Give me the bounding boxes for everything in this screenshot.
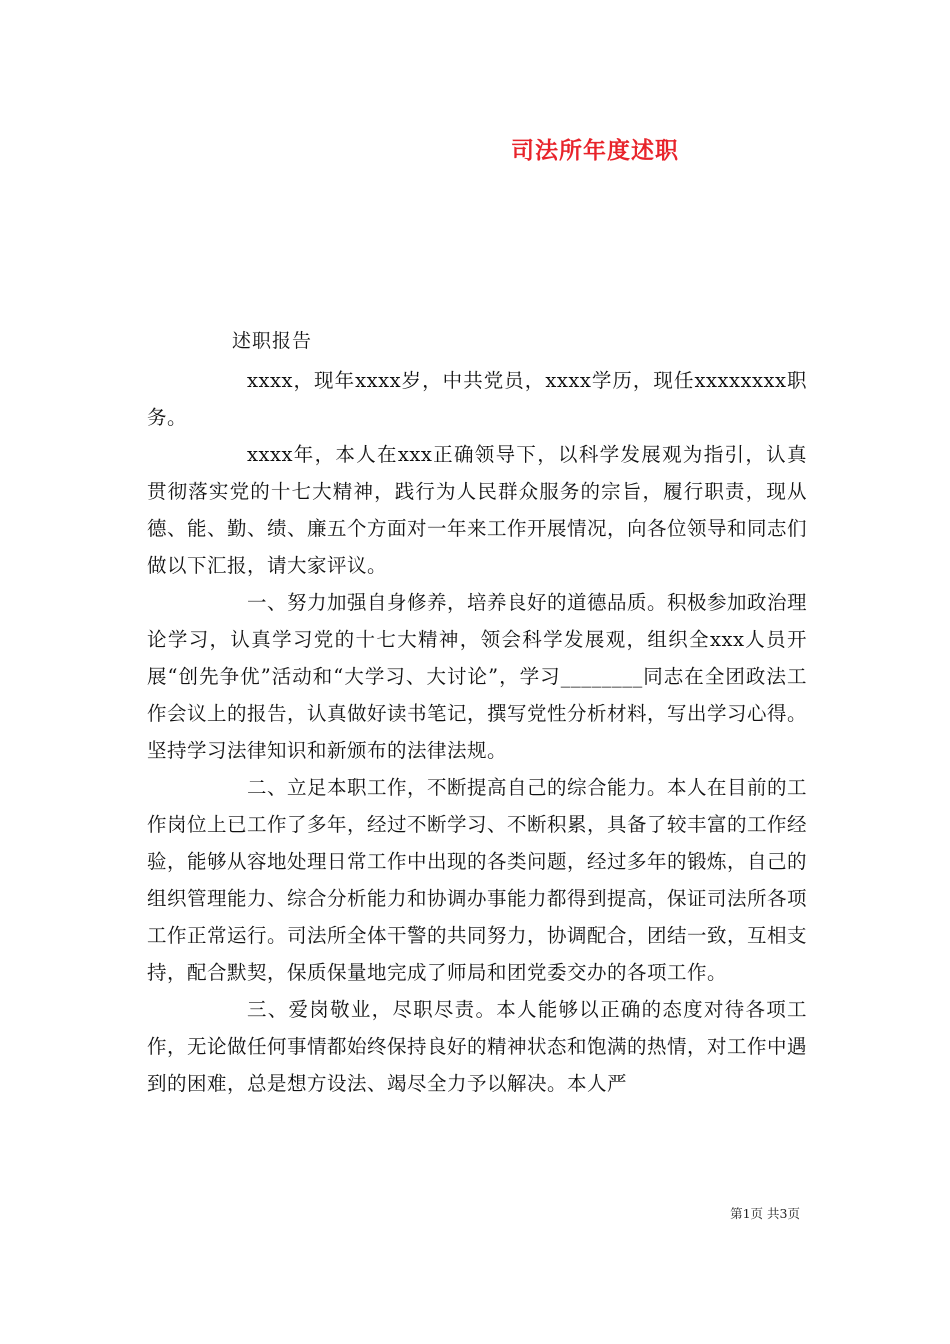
paragraph-overview: xxxx年，本人在xxx正确领导下，以科学发展观为指引，认真贯彻落实党的十七大精神，践行为人民群众服务的宗旨，履行职责，现从德、能、勤、绩、廉五个方面对一年来工作开展情况，向各位领导和同志们做以下汇报，请大家评议。 [147,443,808,577]
page-footer: 第1页 共3页 [730,1206,800,1221]
document-subtitle: 述职报告 [232,330,313,352]
paragraph-intro: xxxx，现年xxxx岁，中共党员，xxxx学历，现任xxxxxxxx职务。 [147,369,807,429]
paragraph-section-3: 三、爱岗敬业，尽职尽责。本人能够以正确的态度对待各项工作，无论做任何事情都始终保持良好的精神状态和饱满的热情，对工作中遇到的困难，总是想方设法、竭尽全力予以解决。本人严 [147,998,808,1095]
document-body [147,362,807,1102]
paragraph-section-2: 二、立足本职工作，不断提高自己的综合能力。本人在目前的工作岗位上已工作了多年，经过不断学习、不断积累，具备了较丰富的工作经验，能够从容地处理日常工作中出现的各类问题，经过多年的锻炼，自己的组织管理能力、综合分析能力和协调办事能力都得到提高，保证司法所各项工作正常运行。司法所全体干警的共同努力，协调配合，团结一致，互相支持，配合默契，保质保量地完成了师局和团党委交办的各项工作。 [147,776,808,984]
document-title: 司法所年度述职 [511,137,679,164]
paragraph-section-1: 一、努力加强自身修养，培养良好的道德品质。积极参加政治理论学习，认真学习党的十七大精神，领会科学发展观，组织全xxx人员开展“创先争优”活动和“大学习、大讨论”，学习________同志在全团政法工作会议上的报告，认真做好读书笔记，撰写党性分析材料，写出学习心得。坚持学习法律知识和新颁布的法律法规。 [147,591,808,762]
